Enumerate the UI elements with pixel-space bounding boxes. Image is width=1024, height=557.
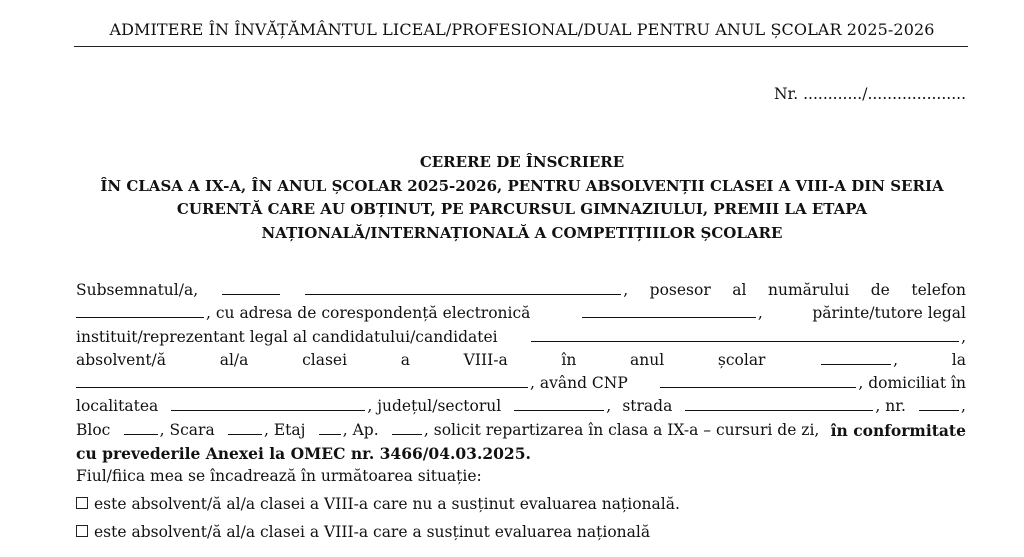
title-line-1: CERERE DE ÎNSCRIERE [419,153,625,171]
title-line-2: ÎN CLASA A IX-A, ÎN ANUL ȘCOLAR 2025-2026, PENTRU ABSOLVENȚII CLASEI A VIII-A DIN SERIA [100,176,944,195]
title-line-4: NAȚIONALĂ/INTERNAȚIONALĂ A COMPETIȚIILOR ȘCOLARE [261,223,783,242]
form-line-1: Subsemnatul/a, , posesor al numărului de telefon [76,281,966,299]
candidate-name-field[interactable] [531,327,959,342]
form-line-8: cu prevederile Anexei la OMEC nr. 3466/04.03.2025. [76,444,531,464]
locality-field[interactable] [171,396,365,411]
title-line-3: CURENTĂ CARE AU OBȚINUT, PE PARCURSUL GIMNAZIULUI, PREMII LA ETAPA [176,200,868,218]
header-divider [74,46,968,47]
cnp-field[interactable] [660,373,856,388]
block-field[interactable] [124,420,158,435]
last-name-field[interactable] [305,280,621,295]
phone-field[interactable] [76,303,204,318]
form-line-7: Bloc , Scara , Etaj , Ap. , solicit repartizarea în clasa a IX-a – cursuri de zi, în conformitate [76,420,966,440]
request-title [74,151,970,245]
form-line-3: instituit/reprezentant legal al candidatului/candidatei , [76,327,966,346]
floor-field[interactable] [319,420,341,435]
form-line-9: Fiul/fiica mea se încadrează în următoarea situație: [76,467,482,486]
school-name-field[interactable] [76,373,528,388]
apartment-field[interactable] [392,420,422,435]
option-no-national-evaluation[interactable]: este absolvent/ă al/a clasei a VIII-a care nu a susținut evaluarea națională. [76,495,680,513]
registration-number[interactable]: Nr. ............/.................... [773,85,966,103]
street-number-field[interactable] [919,396,959,411]
option-national-evaluation[interactable]: este absolvent/ă al/a clasei a VIII-a care a susținut evaluarea națională [76,523,650,541]
form-line-6: localitatea , județul/sectorul , strada , nr. , [76,397,966,416]
email-field[interactable] [582,303,756,318]
form-line-2: , cu adresa de corespondență electronică , părinte/tutore legal [76,302,966,325]
street-field[interactable] [685,396,873,411]
school-year-field[interactable] [821,350,891,365]
checkbox[interactable] [76,497,88,509]
form-line-5: , având CNP , domiciliat în [76,372,966,395]
county-field[interactable] [514,396,604,411]
staircase-field[interactable] [228,420,262,435]
document-header: ADMITERE ÎN ÎNVĂȚĂMÂNTUL LICEAL/PROFESIONAL/DUAL PENTRU ANUL ȘCOLAR 2025-2026 [109,20,935,39]
form-line-4: absolvent/ă al/a clasei a VIII-a în anul școlar , la [76,350,966,369]
checkbox[interactable] [76,525,88,537]
form-body [76,279,966,489]
first-name-field[interactable] [222,280,280,295]
